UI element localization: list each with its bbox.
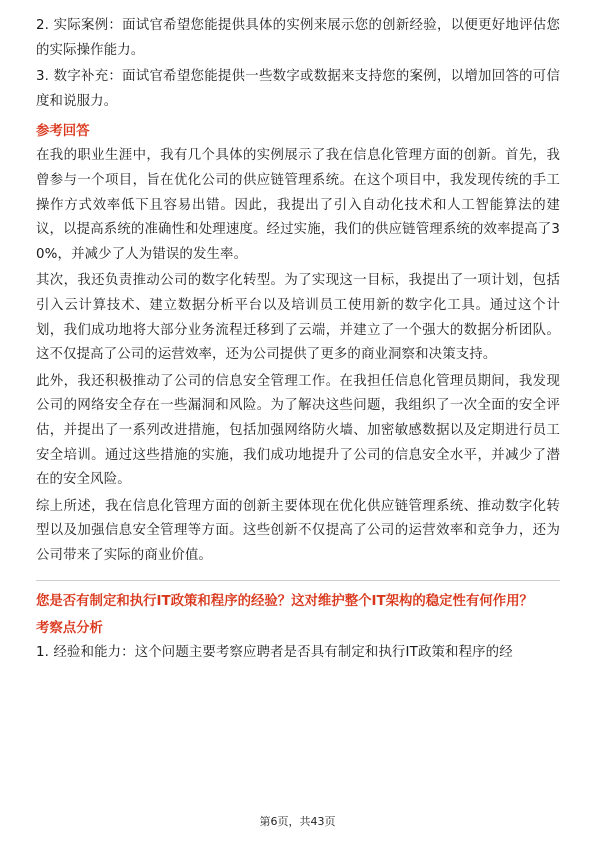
- reference-answer-label: 参考回答: [36, 124, 90, 140]
- answer-paragraph: 在我的职业生涯中，我有几个具体的实例展示了我在信息化管理方面的创新。首先，我曾参与一个项目，旨在优化公司的供应链管理系统。在这个项目中，我发现传统的手工操作方式效率低下且容易出错。因此，我提出了引入自动化技术和人工智能算法的建议，以提高系统的准确性和处理速度。经过实施，我们的供应链管理系统的效率提高了30%，并减少了人为错误的发生率。: [36, 148, 560, 262]
- answer-paragraph: 综上所述，我在信息化管理方面的创新主要体现在优化供应链管理系统、推动数字化转型以及加强信息安全管理等方面。这些创新不仅提高了公司的运营效率和竞争力，还为公司带来了实际的商业价值。: [36, 498, 560, 563]
- page-number-footer: 第6页，共43页: [259, 815, 336, 828]
- intro-point-3: 3. 数字补充：面试官希望您能提供一些数字或数据来支持您的案例，以增加回答的可信度和说服力。: [36, 69, 560, 109]
- analysis-point-1: 1. 经验和能力：这个问题主要考察应聘者是否具有制定和执行IT政策和程序的经: [36, 645, 513, 661]
- intro-point-2: 2. 实际案例：面试官希望您能提供具体的实例来展示您的创新经验，以便更好地评估您的实际操作能力。: [36, 18, 560, 58]
- analysis-label: 考察点分析: [36, 621, 103, 637]
- section-divider: [36, 580, 560, 581]
- answer-paragraph: 此外，我还积极推动了公司的信息安全管理工作。在我担任信息化管理员期间，我发现公司的网络安全存在一些漏洞和风险。为了解决这些问题，我组织了一次全面的安全评估，并提出了一系列改进措施，包括加强网络防火墙、加密敏感数据以及定期进行员工安全培训。通过这些措施的实施，我们成功地提升了公司的信息安全水平，并减少了潜在的安全风险。: [36, 373, 560, 488]
- question-title: 您是否有制定和执行IT政策和程序的经验？这对维护整个IT架构的稳定性有何作用？: [36, 594, 533, 610]
- answer-paragraph: 其次，我还负责推动公司的数字化转型。为了实现这一目标，我提出了一项计划，包括引入云计算技术、建立数据分析平台以及培训员工使用新的数字化工具。通过这个计划，我们成功地将大部分业务流程迁移到了云端，并建立了一个强大的数据分析团队。这不仅提高了公司的运营效率，还为公司提供了更多的商业洞察和决策支持。: [36, 273, 560, 363]
- document-page: [36, 14, 560, 668]
